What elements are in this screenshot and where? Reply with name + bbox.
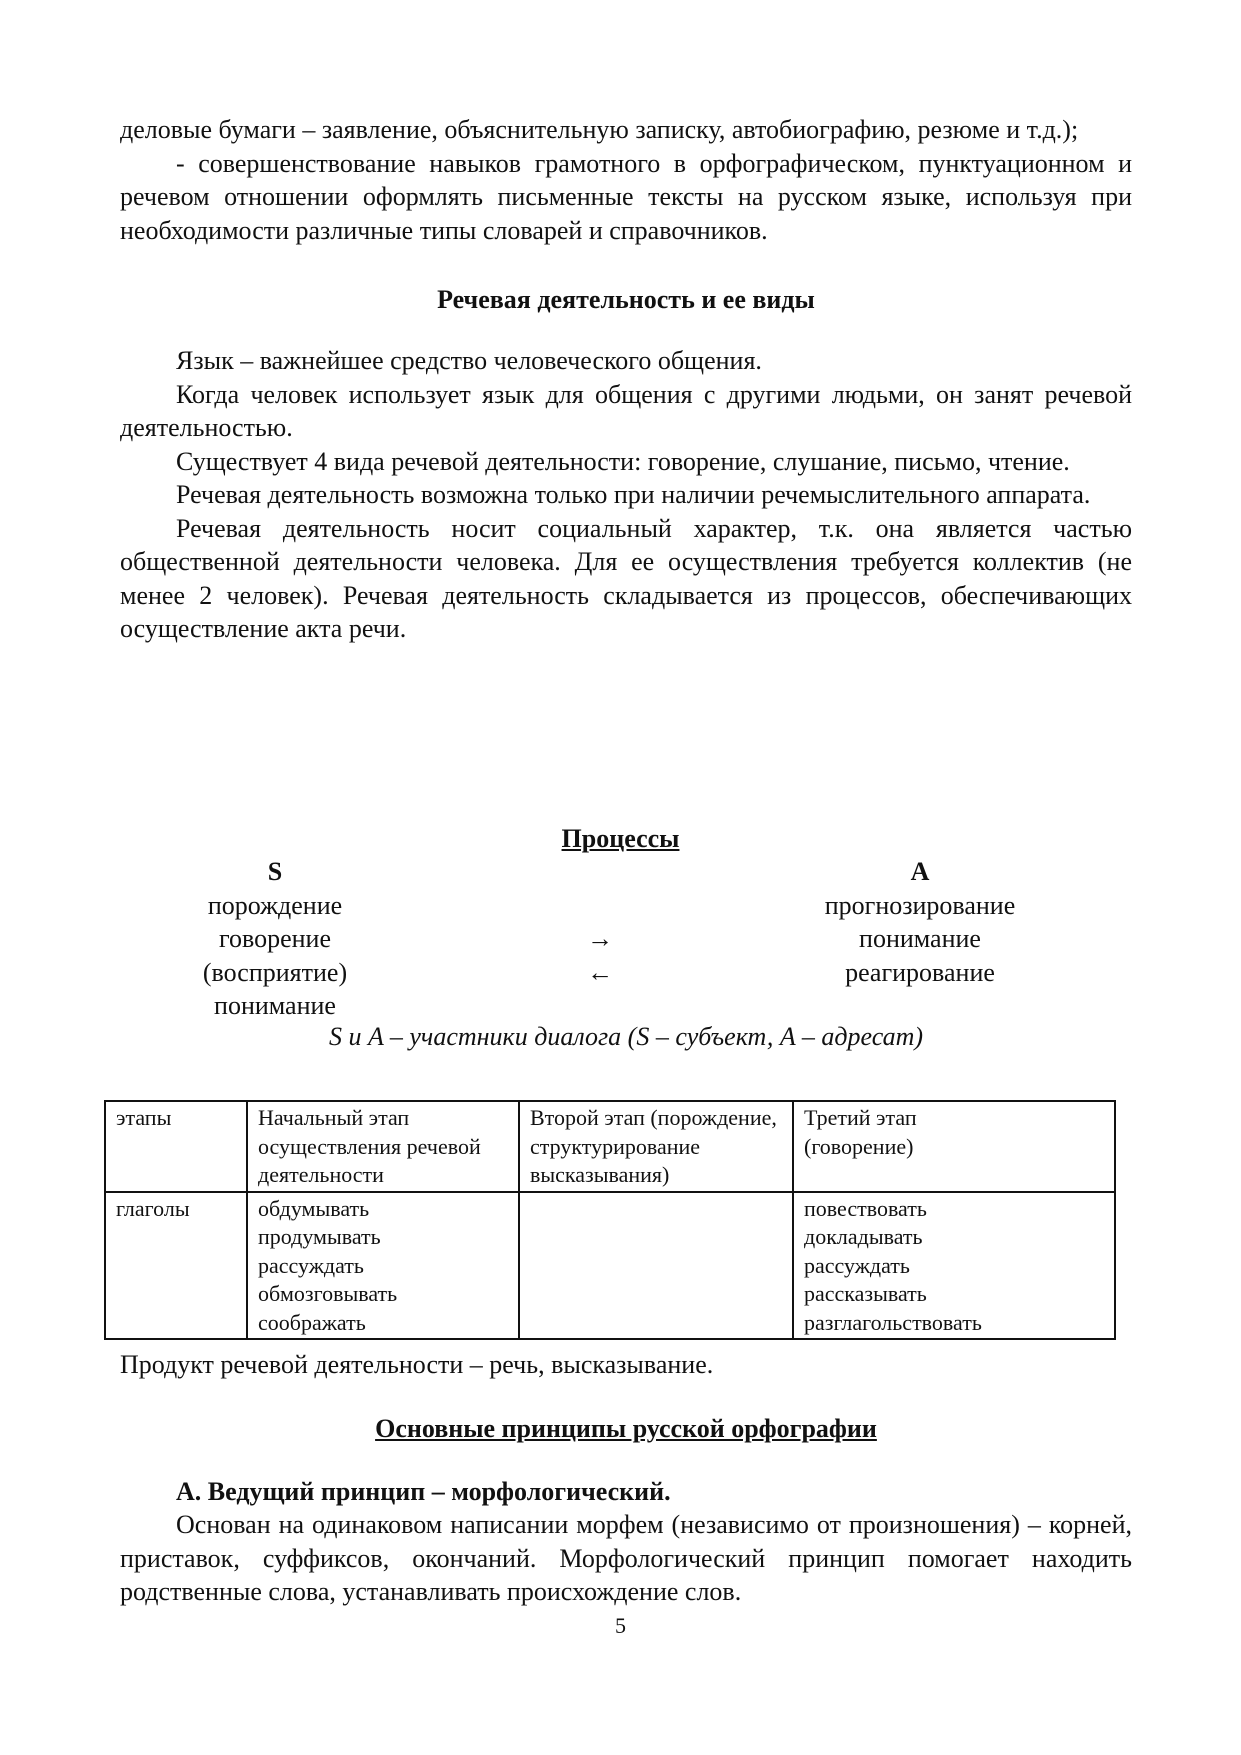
subject-item: (восприятие) xyxy=(202,957,348,987)
subject-item: говорение xyxy=(218,924,332,953)
section-title-orthography: Основные принципы русской орфографии xyxy=(375,1413,877,1443)
principle-subtitle: А. Ведущий принцип – морфологический. xyxy=(176,1476,671,1506)
addressee-label: A xyxy=(910,857,930,886)
page-content-lower xyxy=(120,1348,1132,1609)
paragraph: Язык – важнейшее средство человеческого общения. xyxy=(176,346,762,375)
paragraph: Когда человек использует язык для общения с другими людьми, он занят речевой деятельностью. xyxy=(120,379,1132,442)
table-cell: Третий этап (говорение) xyxy=(793,1101,1115,1192)
dialog-caption: S и A – участники диалога (S – субъект, A – адресат) xyxy=(328,1022,923,1051)
arrow-right-icon: → xyxy=(587,924,613,953)
paragraph: Основан на одинаковом написании морфем (независимо от произношения) – корней, приставок, суффиксов, окончаний. Морфологический принцип помогает находить родственные слова, устанавливать происхождение слов. xyxy=(120,1510,1132,1606)
table-cell: этапы xyxy=(105,1101,247,1192)
intro-line: деловые бумаги – заявление, объяснительную записку, автобиографию, резюме и т.д.); xyxy=(120,115,1079,144)
stages-table xyxy=(104,1100,1116,1340)
page-content xyxy=(120,113,1132,646)
table-cell xyxy=(519,1192,793,1340)
intro-bullet: - совершенствование навыков грамотного в орфографическом, пунктуационном и речевом отношении оформлять письменные тексты на русском языке, используя при необходимости различные типы словарей и справочников. xyxy=(120,148,1132,245)
processes-title: Процессы xyxy=(561,824,680,853)
table-cell: Второй этап (порождение, структурирование высказывания) xyxy=(519,1101,793,1192)
table-cell: обдумывать продумывать рассуждать обмозговывать соображать xyxy=(247,1192,519,1340)
table-cell: повествовать докладывать рассуждать рассказывать разглагольствовать xyxy=(793,1192,1115,1340)
paragraph: Речевая деятельность возможна только при наличии речемыслительного аппарата. xyxy=(176,480,1091,509)
addressee-item: прогнозирование xyxy=(824,890,1016,920)
section-title-speech-activity: Речевая деятельность и ее виды xyxy=(437,285,815,314)
page-number: 5 xyxy=(615,1613,626,1638)
product-line: Продукт речевой деятельности – речь, высказывание. xyxy=(120,1350,714,1379)
paragraph: Речевая деятельность носит социальный характер, т.к. она является частью общественной деятельности человека. Для ее осуществления требуется коллектив (не менее 2 человек). Речевая деятельность складывается из процессов, обеспечивающих осуществление акта речи. xyxy=(120,513,1132,643)
addressee-column xyxy=(790,855,1050,989)
arrows-column xyxy=(560,922,640,989)
table-cell: Начальный этап осуществления речевой деятельности xyxy=(247,1101,519,1192)
table-row xyxy=(105,1192,1115,1340)
subject-column xyxy=(170,855,380,1023)
subject-label: S xyxy=(267,857,283,886)
subject-item: понимание xyxy=(214,991,336,1020)
table-cell: глаголы xyxy=(105,1192,247,1340)
subject-item: порождение xyxy=(207,890,343,920)
table-row xyxy=(105,1101,1115,1192)
arrow-left-icon: ← xyxy=(587,957,613,987)
addressee-item: реагирование xyxy=(845,957,995,987)
addressee-item: понимание xyxy=(859,924,981,953)
paragraph: Существует 4 вида речевой деятельности: говорение, слушание, письмо, чтение. xyxy=(176,446,1070,476)
